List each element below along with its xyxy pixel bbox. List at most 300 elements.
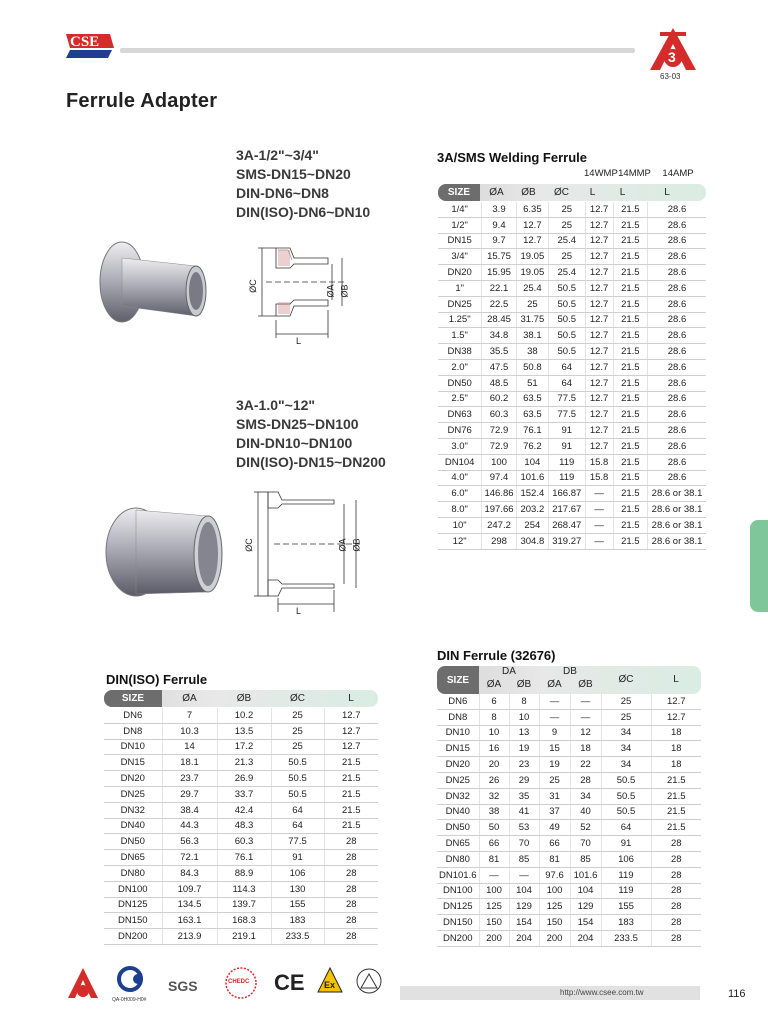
label-ob: ØB xyxy=(351,538,362,552)
value-cell: 28.6 xyxy=(648,217,706,233)
value-cell: 8 xyxy=(479,709,509,725)
value-cell: 21.5 xyxy=(613,344,647,360)
value-cell: 77.5 xyxy=(271,834,324,850)
size-cell: DN200 xyxy=(104,929,162,945)
header-rule xyxy=(120,48,635,53)
value-cell: 104 xyxy=(570,883,601,899)
value-cell: 38.4 xyxy=(162,802,217,818)
value-cell: 85 xyxy=(570,851,601,867)
value-cell: 21.5 xyxy=(651,788,701,804)
value-cell: 12.7 xyxy=(585,438,613,454)
value-cell: 28.6 xyxy=(648,375,706,391)
ferrule-large-drawing xyxy=(244,486,364,620)
value-cell: 197.66 xyxy=(482,502,516,518)
value-cell: 12.7 xyxy=(585,391,613,407)
value-cell: 18 xyxy=(651,757,701,773)
table-row xyxy=(438,249,706,265)
header-cell: ØA xyxy=(182,693,197,704)
value-cell: 28 xyxy=(570,772,601,788)
value-cell: 21.5 xyxy=(613,391,647,407)
value-cell: 50.5 xyxy=(601,804,651,820)
value-cell: 25 xyxy=(601,694,651,709)
value-cell: 21.5 xyxy=(613,454,647,470)
value-cell: 26 xyxy=(479,772,509,788)
size-cell: DN25 xyxy=(438,296,482,312)
table-row xyxy=(104,723,378,739)
size-cell: DN50 xyxy=(438,375,482,391)
value-cell: 28.6 or 38.1 xyxy=(648,486,706,502)
size-cell: DN20 xyxy=(104,771,162,787)
value-cell: 70 xyxy=(509,836,539,852)
table-row xyxy=(437,915,701,931)
value-cell: 21.5 xyxy=(324,755,378,771)
header-cell: SIZE xyxy=(438,184,480,201)
value-cell: 15.75 xyxy=(482,249,516,265)
value-cell: 21.5 xyxy=(613,328,647,344)
value-cell: 28.6 xyxy=(648,359,706,375)
din-table-header xyxy=(437,666,701,694)
value-cell: 28 xyxy=(324,881,378,897)
value-cell: 25 xyxy=(549,217,585,233)
value-cell: 28.6 xyxy=(648,312,706,328)
value-cell: 130 xyxy=(271,881,324,897)
table-row xyxy=(438,423,706,439)
value-cell: 91 xyxy=(271,850,324,866)
size-cell: DN25 xyxy=(437,772,479,788)
value-cell: 64 xyxy=(271,818,324,834)
value-cell: 104 xyxy=(516,454,548,470)
table-row xyxy=(438,359,706,375)
value-cell: 247.2 xyxy=(482,517,516,533)
value-cell: 84.3 xyxy=(162,865,217,881)
value-cell: 41 xyxy=(509,804,539,820)
table-row xyxy=(437,851,701,867)
size-cell: DN20 xyxy=(437,757,479,773)
value-cell: 21.3 xyxy=(217,755,271,771)
group-header-da xyxy=(479,666,539,694)
value-cell: 119 xyxy=(549,454,585,470)
value-cell: 50.5 xyxy=(601,788,651,804)
value-cell: 50.5 xyxy=(601,772,651,788)
value-cell: 21.5 xyxy=(613,375,647,391)
value-cell: 21.5 xyxy=(613,312,647,328)
value-cell: 10 xyxy=(479,725,509,741)
table-row xyxy=(437,804,701,820)
table-row xyxy=(438,280,706,296)
value-cell: 28.6 xyxy=(648,202,706,217)
value-cell: 166.87 xyxy=(549,486,585,502)
value-cell: 20 xyxy=(479,757,509,773)
value-cell: 10.2 xyxy=(217,708,271,723)
value-cell: 13.5 xyxy=(217,723,271,739)
value-cell: 47.5 xyxy=(482,359,516,375)
iso-table-title: DIN(ISO) Ferrule xyxy=(106,672,208,687)
value-cell: 21.5 xyxy=(613,202,647,217)
value-cell: 12.7 xyxy=(585,407,613,423)
spec-block-small xyxy=(236,146,370,222)
a3-mark: 3 xyxy=(668,49,676,65)
value-cell: 64 xyxy=(549,359,585,375)
value-cell: 19.05 xyxy=(516,249,548,265)
size-cell: DN150 xyxy=(104,913,162,929)
label-l: L xyxy=(296,336,302,346)
value-cell: 25 xyxy=(539,772,570,788)
value-cell: 12.7 xyxy=(585,344,613,360)
value-cell: 21.5 xyxy=(324,802,378,818)
table-row xyxy=(437,836,701,852)
header-cell: ØB xyxy=(236,693,252,704)
table-row xyxy=(104,818,378,834)
value-cell: — xyxy=(479,867,509,883)
size-cell: DN100 xyxy=(104,881,162,897)
value-cell: 60.2 xyxy=(482,391,516,407)
label-oc: ØC xyxy=(247,279,258,293)
group-header-db xyxy=(539,666,601,694)
size-cell: 1.5" xyxy=(438,328,482,344)
value-cell: 12.7 xyxy=(324,739,378,755)
value-cell: 29.7 xyxy=(162,786,217,802)
size-cell: DN32 xyxy=(104,802,162,818)
page-title: Ferrule Adapter xyxy=(66,90,218,112)
value-cell: 31 xyxy=(539,788,570,804)
table-row xyxy=(438,202,706,217)
size-cell: 1/2" xyxy=(438,217,482,233)
table-row xyxy=(104,897,378,913)
size-cell: DN50 xyxy=(437,820,479,836)
value-cell: 7 xyxy=(162,708,217,723)
value-cell: 31.75 xyxy=(516,312,548,328)
size-cell: DN40 xyxy=(437,804,479,820)
value-cell: 28 xyxy=(324,834,378,850)
spec-line: SMS-DN15~DN20 xyxy=(236,166,351,182)
table-row xyxy=(438,391,706,407)
qa-cert-text: QA-0H009-H0# xyxy=(112,997,147,1003)
value-cell: 28.6 xyxy=(648,265,706,281)
value-cell: 72.1 xyxy=(162,850,217,866)
value-cell: 56.3 xyxy=(162,834,217,850)
value-cell: 21.5 xyxy=(613,502,647,518)
value-cell: 33.7 xyxy=(217,786,271,802)
value-cell: 76.1 xyxy=(516,423,548,439)
size-cell: DN8 xyxy=(437,709,479,725)
value-cell: 106 xyxy=(271,865,324,881)
value-cell: 60.3 xyxy=(217,834,271,850)
value-cell: 17.2 xyxy=(217,739,271,755)
table-row xyxy=(104,881,378,897)
value-cell: 32 xyxy=(479,788,509,804)
value-cell: 28 xyxy=(324,850,378,866)
ferrule-small-drawing xyxy=(238,236,350,356)
value-cell: 119 xyxy=(549,470,585,486)
value-cell: 101.6 xyxy=(516,470,548,486)
value-cell: 91 xyxy=(549,423,585,439)
size-cell: DN32 xyxy=(437,788,479,804)
value-cell: 29 xyxy=(509,772,539,788)
value-cell: 72.9 xyxy=(482,423,516,439)
value-cell: 19 xyxy=(509,741,539,757)
value-cell: 28.6 xyxy=(648,233,706,249)
value-cell: 28 xyxy=(651,851,701,867)
group-label: DA xyxy=(502,666,516,677)
value-cell: 22.1 xyxy=(482,280,516,296)
din-table-title: DIN Ferrule (32676) xyxy=(437,648,556,663)
value-cell: 9 xyxy=(539,725,570,741)
header-cell: L xyxy=(673,674,679,685)
table-row xyxy=(437,883,701,899)
value-cell: 19 xyxy=(539,757,570,773)
value-cell: 233.5 xyxy=(271,929,324,945)
header-cell: ØC xyxy=(290,693,305,704)
value-cell: 63.5 xyxy=(516,391,548,407)
subheader: 14AMP xyxy=(662,168,694,179)
value-cell: 12.7 xyxy=(651,709,701,725)
table-row xyxy=(438,312,706,328)
value-cell: — xyxy=(570,694,601,709)
value-cell: 40 xyxy=(570,804,601,820)
qa-cert-logo xyxy=(112,966,156,1003)
value-cell: 12.7 xyxy=(585,328,613,344)
value-cell: 28 xyxy=(651,836,701,852)
size-cell: 4.0" xyxy=(438,470,482,486)
size-cell: 3/4" xyxy=(438,249,482,265)
value-cell: 16 xyxy=(479,741,509,757)
value-cell: 125 xyxy=(539,899,570,915)
value-cell: 254 xyxy=(516,517,548,533)
value-cell: 66 xyxy=(479,836,509,852)
sms-subheaders xyxy=(584,168,704,179)
value-cell: 28.6 xyxy=(648,454,706,470)
spec-line: DIN(ISO)-DN6~DN10 xyxy=(236,204,371,220)
spec-line: DIN(ISO)-DN15~DN200 xyxy=(236,454,386,470)
header-cell: ØB xyxy=(516,679,532,690)
value-cell: 10.3 xyxy=(162,723,217,739)
value-cell: 34 xyxy=(601,725,651,741)
table-row xyxy=(438,407,706,423)
value-cell: 76.1 xyxy=(217,850,271,866)
value-cell: 21.5 xyxy=(613,359,647,375)
size-cell: DN15 xyxy=(438,233,482,249)
value-cell: 50.5 xyxy=(549,344,585,360)
value-cell: 12.7 xyxy=(585,265,613,281)
value-cell: 25 xyxy=(516,296,548,312)
value-cell: 12.7 xyxy=(585,359,613,375)
footer-bar xyxy=(400,986,700,1000)
section-side-tab xyxy=(750,520,768,612)
value-cell: 12.7 xyxy=(585,296,613,312)
sgs-logo: SGS xyxy=(168,978,198,994)
size-cell: 6.0" xyxy=(438,486,482,502)
value-cell: 12.7 xyxy=(585,423,613,439)
table-row xyxy=(104,929,378,945)
size-cell: DN65 xyxy=(104,850,162,866)
value-cell: 204 xyxy=(570,930,601,946)
group-label: DB xyxy=(563,666,577,677)
value-cell: 50.5 xyxy=(271,786,324,802)
header-cell: ØC xyxy=(554,187,569,198)
value-cell: 28.6 xyxy=(648,280,706,296)
value-cell: — xyxy=(585,502,613,518)
footer-url[interactable]: http://www.csee.com.tw xyxy=(560,988,644,997)
value-cell: 26.9 xyxy=(217,771,271,787)
spec-line: SMS-DN25~DN100 xyxy=(236,416,359,432)
table-row xyxy=(438,438,706,454)
value-cell: 53 xyxy=(509,820,539,836)
size-cell: DN100 xyxy=(437,883,479,899)
value-cell: 25 xyxy=(271,723,324,739)
value-cell: 6 xyxy=(479,694,509,709)
value-cell: 50.5 xyxy=(549,328,585,344)
value-cell: 66 xyxy=(539,836,570,852)
value-cell: 22 xyxy=(570,757,601,773)
value-cell: 28 xyxy=(651,930,701,946)
header-cell: ØB xyxy=(521,187,536,198)
table-row xyxy=(437,757,701,773)
header-cell: ØA xyxy=(547,679,562,690)
brand-text: CSE xyxy=(70,34,100,50)
value-cell: 125 xyxy=(479,899,509,915)
value-cell: 21.5 xyxy=(613,296,647,312)
header-cell: SIZE xyxy=(104,690,162,707)
iso-table-header xyxy=(104,690,378,707)
a3-code: 63-03 xyxy=(660,72,681,81)
table-row xyxy=(438,217,706,233)
value-cell: 129 xyxy=(509,899,539,915)
value-cell: 150 xyxy=(479,915,509,931)
value-cell: 97.6 xyxy=(539,867,570,883)
value-cell: 14 xyxy=(162,739,217,755)
table-row xyxy=(437,820,701,836)
value-cell: 101.6 xyxy=(570,867,601,883)
value-cell: 28 xyxy=(324,897,378,913)
value-cell: — xyxy=(585,517,613,533)
size-cell: 3.0" xyxy=(438,438,482,454)
header-cell: ØA xyxy=(489,187,504,198)
label-oc: ØC xyxy=(243,538,254,552)
a3-logo xyxy=(646,26,700,72)
value-cell: 38 xyxy=(479,804,509,820)
value-cell: 28.6 xyxy=(648,249,706,265)
value-cell: 219.1 xyxy=(217,929,271,945)
value-cell: 154 xyxy=(509,915,539,931)
value-cell: 25 xyxy=(549,249,585,265)
table-row xyxy=(104,913,378,929)
value-cell: 28.6 or 38.1 xyxy=(648,533,706,549)
header-cell: SIZE xyxy=(437,666,479,694)
value-cell: 109.7 xyxy=(162,881,217,897)
value-cell: 12.7 xyxy=(585,202,613,217)
value-cell: 12.7 xyxy=(585,217,613,233)
ferrule-large-render xyxy=(96,496,226,600)
value-cell: 50.5 xyxy=(549,280,585,296)
value-cell: 13 xyxy=(509,725,539,741)
value-cell: 19.05 xyxy=(516,265,548,281)
spec-line: 3A-1/2"~3/4" xyxy=(236,147,319,163)
value-cell: 88.9 xyxy=(217,865,271,881)
value-cell: 28.6 xyxy=(648,296,706,312)
sms-table-header xyxy=(438,184,706,201)
size-cell: DN125 xyxy=(437,899,479,915)
value-cell: 28.6 xyxy=(648,344,706,360)
value-cell: 152.4 xyxy=(516,486,548,502)
value-cell: 21.5 xyxy=(651,820,701,836)
value-cell: 50 xyxy=(479,820,509,836)
value-cell: 51 xyxy=(516,375,548,391)
value-cell: 8 xyxy=(509,694,539,709)
size-cell: DN6 xyxy=(104,708,162,723)
header-cell: L xyxy=(589,187,596,198)
value-cell: 21.5 xyxy=(613,517,647,533)
value-cell: 63.5 xyxy=(516,407,548,423)
value-cell: 37 xyxy=(539,804,570,820)
size-cell: DN150 xyxy=(437,915,479,931)
value-cell: 3.9 xyxy=(482,202,516,217)
value-cell: 15.8 xyxy=(585,454,613,470)
table-row xyxy=(437,772,701,788)
table-row xyxy=(104,786,378,802)
value-cell: 28.6 or 38.1 xyxy=(648,517,706,533)
value-cell: 50.5 xyxy=(549,312,585,328)
table-row xyxy=(438,517,706,533)
value-cell: 183 xyxy=(601,915,651,931)
value-cell: 72.9 xyxy=(482,438,516,454)
value-cell: 12.7 xyxy=(585,375,613,391)
value-cell: 25 xyxy=(549,202,585,217)
size-cell: 1.25" xyxy=(438,312,482,328)
ce-mark: CE xyxy=(274,970,305,995)
value-cell: 28.6 xyxy=(648,407,706,423)
table-row xyxy=(437,694,701,709)
value-cell: 304.8 xyxy=(516,533,548,549)
table-row xyxy=(104,755,378,771)
value-cell: 77.5 xyxy=(549,407,585,423)
value-cell: 213.9 xyxy=(162,929,217,945)
value-cell: 9.7 xyxy=(482,233,516,249)
table-row xyxy=(104,834,378,850)
value-cell: 81 xyxy=(539,851,570,867)
value-cell: 38.1 xyxy=(516,328,548,344)
size-cell: DN50 xyxy=(104,834,162,850)
table-row xyxy=(438,296,706,312)
value-cell: 12.7 xyxy=(324,723,378,739)
value-cell: 34.8 xyxy=(482,328,516,344)
value-cell: 25.4 xyxy=(549,233,585,249)
value-cell: 106 xyxy=(601,851,651,867)
value-cell: 28.6 or 38.1 xyxy=(648,502,706,518)
a3-footer-logo xyxy=(66,966,100,1000)
table-row xyxy=(438,375,706,391)
value-cell: 268.47 xyxy=(549,517,585,533)
value-cell: 12 xyxy=(570,725,601,741)
header-cell: L xyxy=(348,693,354,704)
value-cell: 217.67 xyxy=(549,502,585,518)
spec-line: DIN-DN10~DN100 xyxy=(236,435,353,451)
header-cell: ØA xyxy=(486,679,502,690)
value-cell: — xyxy=(585,533,613,549)
value-cell: 21.5 xyxy=(651,772,701,788)
value-cell: 168.3 xyxy=(217,913,271,929)
table-row xyxy=(104,850,378,866)
value-cell: 21.5 xyxy=(613,486,647,502)
value-cell: 298 xyxy=(482,533,516,549)
value-cell: 200 xyxy=(539,930,570,946)
table-row xyxy=(438,233,706,249)
value-cell: 163.1 xyxy=(162,913,217,929)
value-cell: 28 xyxy=(651,867,701,883)
page-number: 116 xyxy=(728,988,746,1000)
value-cell: 28 xyxy=(651,915,701,931)
value-cell: 64 xyxy=(271,802,324,818)
value-cell: 12.7 xyxy=(585,280,613,296)
